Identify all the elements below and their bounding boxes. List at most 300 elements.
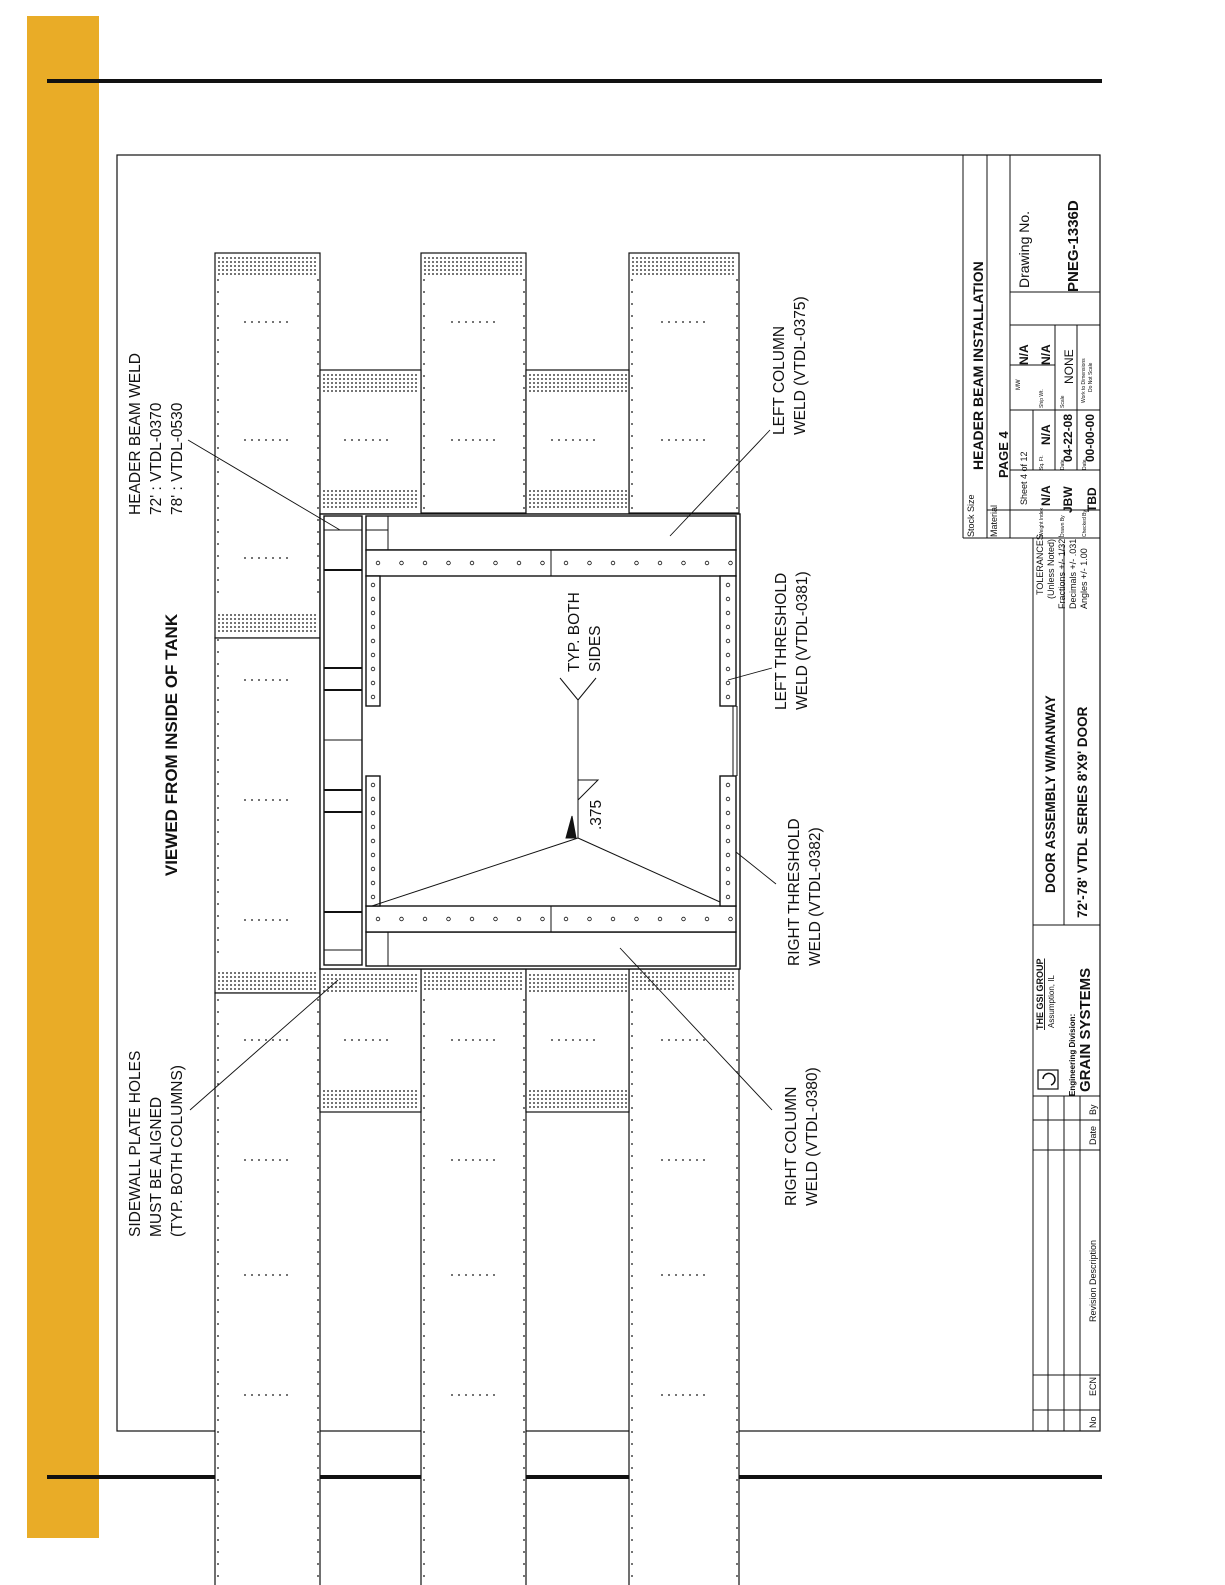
bolt-hole (597, 494, 599, 496)
bolt-hole (617, 506, 619, 508)
bolt-hole (222, 265, 224, 267)
bolt-hole (339, 502, 341, 504)
bolt-hole (597, 1102, 599, 1104)
bolt-hole (557, 982, 559, 984)
bolt-hole (708, 269, 710, 271)
bolt-hole (541, 382, 543, 384)
bolt-hole (270, 257, 272, 259)
bolt-hole (732, 988, 734, 990)
panel-hole (251, 919, 253, 921)
edge-hole (736, 495, 738, 497)
bolt-hole (480, 269, 482, 271)
edge-hole (736, 363, 738, 365)
bolt-hole (724, 980, 726, 982)
edge-hole (631, 1299, 633, 1301)
edge-hole (317, 351, 319, 353)
bolt-hole (314, 261, 316, 263)
edge-hole (631, 1563, 633, 1565)
bolt-hole (331, 502, 333, 504)
bolt-hole (609, 502, 611, 504)
edge-hole (423, 1083, 425, 1085)
bolt-hole (323, 382, 325, 384)
svg-text:TOLERANCES: TOLERANCES (1035, 534, 1045, 595)
bolt-hole (238, 257, 240, 259)
bolt-hole (688, 980, 690, 982)
bolt-hole (395, 974, 397, 976)
panel-hole (472, 1394, 474, 1396)
bolt-hole (533, 502, 535, 504)
bolt-hole (553, 1090, 555, 1092)
bolt-hole (399, 1094, 401, 1096)
bolt-hole (323, 974, 325, 976)
edge-hole (631, 1419, 633, 1421)
bolt-hole (609, 974, 611, 976)
bolt-hole (716, 980, 718, 982)
bolt-hole (274, 988, 276, 990)
bolt-hole (379, 378, 381, 380)
bolt-hole (371, 374, 373, 376)
bolt-hole (684, 972, 686, 974)
bolt-hole (246, 622, 248, 624)
bolt-hole (597, 1106, 599, 1108)
bolt-hole (302, 269, 304, 271)
bolt-hole (545, 1094, 547, 1096)
bolt-hole (331, 1102, 333, 1104)
bolt-hole (375, 378, 377, 380)
bolt-hole (632, 261, 634, 263)
bolt-hole (359, 490, 361, 492)
bolt-hole (327, 382, 329, 384)
bolt-hole (375, 494, 377, 496)
weld-size: .375 (588, 799, 605, 830)
bolt-hole (306, 265, 308, 267)
bolt-hole (541, 1098, 543, 1100)
bolt-hole (424, 269, 426, 271)
edge-hole (217, 435, 219, 437)
bolt-hole (444, 265, 446, 267)
bolt-hole (238, 269, 240, 271)
bolt-hole (399, 498, 401, 500)
bolt-hole (621, 390, 623, 392)
panel-hole (696, 1394, 698, 1396)
bolt-hole (456, 976, 458, 978)
edge-hole (423, 1227, 425, 1229)
frame-hole (682, 561, 686, 565)
bolt-hole (290, 265, 292, 267)
bolt-hole (339, 382, 341, 384)
bolt-hole (367, 974, 369, 976)
bolt-hole (411, 490, 413, 492)
panel-hole (458, 1159, 460, 1161)
drawing-number: PNEG-1336D (1065, 200, 1082, 292)
edge-hole (631, 1011, 633, 1013)
edge-hole (736, 1503, 738, 1505)
bolt-hole (262, 980, 264, 982)
bolt-hole (351, 1094, 353, 1096)
bolt-hole (468, 988, 470, 990)
frame-hole (726, 625, 730, 629)
bolt-hole (363, 1098, 365, 1100)
bolt-hole (327, 978, 329, 980)
bolt-hole (472, 261, 474, 263)
bolt-hole (351, 982, 353, 984)
bolt-hole (359, 986, 361, 988)
bolt-hole (704, 976, 706, 978)
bolt-hole (644, 980, 646, 982)
panel-hole (668, 1394, 670, 1396)
bolt-hole (496, 257, 498, 259)
bolt-hole (403, 494, 405, 496)
bolt-hole (700, 976, 702, 978)
bolt-hole (460, 257, 462, 259)
bolt-hole (306, 257, 308, 259)
bolt-hole (632, 265, 634, 267)
bolt-hole (692, 976, 694, 978)
bolt-hole (533, 498, 535, 500)
bolt-hole (537, 1106, 539, 1108)
bolt-hole (367, 374, 369, 376)
bolt-hole (282, 622, 284, 624)
bolt-hole (395, 506, 397, 508)
bolt-hole (278, 630, 280, 632)
bolt-hole (553, 1094, 555, 1096)
bolt-hole (716, 261, 718, 263)
edge-hole (317, 1407, 319, 1409)
bolt-hole (636, 269, 638, 271)
bolt-hole (573, 494, 575, 496)
bolt-hole (407, 498, 409, 500)
svg-text:Revision Description: Revision Description (1088, 1239, 1098, 1322)
bolt-hole (636, 988, 638, 990)
bolt-hole (270, 614, 272, 616)
panel-hole (265, 1039, 267, 1041)
bolt-hole (569, 494, 571, 496)
panel-hole (286, 1274, 288, 1276)
bolt-hole (395, 378, 397, 380)
bolt-hole (440, 257, 442, 259)
svg-text:WELD (VTDL-0381): WELD (VTDL-0381) (794, 571, 811, 710)
bolt-hole (476, 269, 478, 271)
bolt-hole (411, 498, 413, 500)
bolt-hole (617, 982, 619, 984)
frame-hole (371, 625, 375, 629)
edge-hole (736, 1407, 738, 1409)
bolt-hole (347, 990, 349, 992)
bolt-hole (684, 980, 686, 982)
edge-hole (423, 471, 425, 473)
bolt-hole (688, 273, 690, 275)
frame-hole (371, 681, 375, 685)
left-column-label (771, 296, 809, 435)
bolt-hole (298, 984, 300, 986)
bolt-hole (484, 972, 486, 974)
frame-hole (517, 917, 521, 921)
bolt-hole (541, 1106, 543, 1108)
panel-hole (244, 919, 246, 921)
panel-hole (551, 439, 553, 441)
bolt-hole (585, 378, 587, 380)
bolt-hole (569, 506, 571, 508)
company-location: Assumption, IL (1047, 975, 1056, 1028)
edge-hole (736, 507, 738, 509)
bolt-hole (636, 273, 638, 275)
bolt-hole (476, 261, 478, 263)
bolt-hole (512, 980, 514, 982)
bolt-hole (508, 273, 510, 275)
bolt-hole (339, 982, 341, 984)
bolt-hole (403, 978, 405, 980)
bolt-hole (533, 374, 535, 376)
bolt-hole (652, 261, 654, 263)
bolt-hole (549, 982, 551, 984)
weight-label: Weight Index (1039, 507, 1045, 537)
division-label: Engineering Division: (1068, 1013, 1077, 1096)
bolt-hole (310, 630, 312, 632)
bolt-hole (250, 976, 252, 978)
edge-hole (317, 1527, 319, 1529)
bolt-hole (557, 1094, 559, 1096)
bolt-hole (314, 622, 316, 624)
bolt-hole (573, 490, 575, 492)
bolt-hole (415, 986, 417, 988)
bolt-hole (335, 390, 337, 392)
bolt-hole (331, 494, 333, 496)
edge-hole (217, 795, 219, 797)
bolt-hole (351, 378, 353, 380)
bolt-hole (262, 614, 264, 616)
bolt-hole (266, 984, 268, 986)
edge-hole (317, 1191, 319, 1193)
bolt-hole (250, 988, 252, 990)
bolt-hole (728, 976, 730, 978)
bolt-hole (545, 982, 547, 984)
bolt-hole (688, 261, 690, 263)
bolt-hole (448, 269, 450, 271)
bolt-hole (290, 269, 292, 271)
bolt-hole (520, 984, 522, 986)
bolt-hole (561, 1090, 563, 1092)
edge-hole (217, 1479, 219, 1481)
bolt-hole (609, 982, 611, 984)
edge-hole (317, 1227, 319, 1229)
bolt-hole (640, 265, 642, 267)
bolt-hole (351, 986, 353, 988)
bolt-hole (652, 980, 654, 982)
edge-hole (217, 1107, 219, 1109)
edge-hole (217, 411, 219, 413)
bolt-hole (242, 626, 244, 628)
bolt-hole (347, 490, 349, 492)
bolt-hole (371, 974, 373, 976)
bolt-hole (327, 502, 329, 504)
bolt-hole (696, 984, 698, 986)
bolt-hole (270, 972, 272, 974)
bolt-hole (387, 382, 389, 384)
edge-hole (317, 447, 319, 449)
edge-hole (631, 1287, 633, 1289)
bolt-hole (617, 378, 619, 380)
bolt-hole (716, 976, 718, 978)
bolt-hole (569, 386, 571, 388)
bolt-hole (537, 990, 539, 992)
bolt-hole (415, 990, 417, 992)
bolt-hole (383, 506, 385, 508)
bolt-hole (533, 382, 535, 384)
division-name: GRAIN SYSTEMS (1077, 967, 1094, 1092)
bolt-hole (708, 265, 710, 267)
panel-hole (479, 1039, 481, 1041)
bolt-hole (403, 374, 405, 376)
bolt-hole (266, 988, 268, 990)
bolt-hole (395, 990, 397, 992)
edge-hole (217, 351, 219, 353)
edge-hole (217, 759, 219, 761)
bolt-hole (432, 988, 434, 990)
bolt-hole (415, 978, 417, 980)
bolt-hole (648, 984, 650, 986)
bolt-hole (428, 984, 430, 986)
bolt-hole (258, 622, 260, 624)
bolt-hole (545, 1098, 547, 1100)
panel-hole (272, 1159, 274, 1161)
bolt-hole (379, 494, 381, 496)
bolt-hole (488, 980, 490, 982)
frame-hole (470, 917, 474, 921)
edge-hole (631, 363, 633, 365)
edge-hole (523, 327, 525, 329)
bolt-hole (605, 382, 607, 384)
frame-hole (371, 895, 375, 899)
bolt-hole (226, 618, 228, 620)
bolt-hole (411, 374, 413, 376)
edge-hole (317, 519, 319, 521)
bolt-hole (708, 273, 710, 275)
bolt-hole (549, 974, 551, 976)
bolt-hole (561, 490, 563, 492)
bolt-hole (696, 976, 698, 978)
edge-hole (631, 1539, 633, 1541)
bolt-hole (605, 986, 607, 988)
scale-value: NONE (1062, 349, 1076, 384)
bolt-hole (339, 494, 341, 496)
bolt-hole (553, 506, 555, 508)
bolt-hole (327, 378, 329, 380)
bolt-hole (601, 1102, 603, 1104)
bolt-hole (440, 261, 442, 263)
scale-note-2: Do Not Scale (1088, 362, 1094, 392)
edge-hole (317, 291, 319, 293)
edge-hole (736, 1143, 738, 1145)
edge-hole (217, 1251, 219, 1253)
bolt-hole (553, 1102, 555, 1104)
edge-hole (631, 1263, 633, 1265)
bolt-hole (577, 378, 579, 380)
edge-hole (217, 1047, 219, 1049)
bolt-hole (708, 976, 710, 978)
edge-hole (317, 411, 319, 413)
bolt-hole (664, 972, 666, 974)
bolt-hole (230, 972, 232, 974)
bolt-hole (436, 273, 438, 275)
bolt-hole (274, 972, 276, 974)
bolt-hole (395, 494, 397, 496)
bolt-hole (399, 494, 401, 496)
bolt-hole (452, 988, 454, 990)
frame-hole (371, 825, 375, 829)
bolt-hole (415, 974, 417, 976)
bolt-hole (460, 273, 462, 275)
bolt-hole (387, 978, 389, 980)
panel-hole (351, 439, 353, 441)
bolt-hole (407, 1090, 409, 1092)
bolt-hole (403, 506, 405, 508)
bolt-hole (656, 984, 658, 986)
bolt-hole (347, 506, 349, 508)
edge-hole (217, 723, 219, 725)
bolt-hole (601, 382, 603, 384)
bolt-hole (278, 976, 280, 978)
bolt-hole (399, 1098, 401, 1100)
bolt-hole (537, 382, 539, 384)
bolt-hole (399, 490, 401, 492)
bolt-hole (577, 1090, 579, 1092)
panel-hole (465, 1394, 467, 1396)
bolt-hole (512, 269, 514, 271)
bolt-hole (684, 273, 686, 275)
bolt-hole (302, 622, 304, 624)
bolt-hole (468, 269, 470, 271)
bolt-hole (323, 1094, 325, 1096)
bolt-hole (363, 374, 365, 376)
bolt-hole (387, 506, 389, 508)
bolt-hole (484, 984, 486, 986)
bolt-hole (537, 978, 539, 980)
bolt-hole (456, 972, 458, 974)
bolt-hole (250, 269, 252, 271)
edge-hole (217, 915, 219, 917)
bolt-hole (589, 498, 591, 500)
edge-hole (523, 1083, 525, 1085)
frame-hole (611, 917, 615, 921)
sidewall-panel (215, 993, 320, 1585)
bolt-hole (294, 984, 296, 986)
bolt-hole (258, 269, 260, 271)
edge-hole (317, 1395, 319, 1397)
bolt-hole (585, 1106, 587, 1108)
bolt-hole (601, 390, 603, 392)
bolt-hole (609, 1090, 611, 1092)
bolt-hole (732, 980, 734, 982)
bolt-hole (724, 976, 726, 978)
bolt-hole (553, 378, 555, 380)
edge-hole (217, 1023, 219, 1025)
bolt-hole (387, 386, 389, 388)
edge-hole (217, 1071, 219, 1073)
bolt-hole (347, 386, 349, 388)
edge-hole (217, 1299, 219, 1301)
bolt-hole (613, 390, 615, 392)
panel-hole (675, 1039, 677, 1041)
bolt-hole (512, 265, 514, 267)
bolt-hole (480, 265, 482, 267)
bolt-hole (403, 1102, 405, 1104)
panel-hole (258, 439, 260, 441)
bolt-hole (664, 980, 666, 982)
bolt-hole (456, 273, 458, 275)
bolt-hole (625, 1094, 627, 1096)
bolt-hole (383, 378, 385, 380)
bolt-hole (355, 506, 357, 508)
